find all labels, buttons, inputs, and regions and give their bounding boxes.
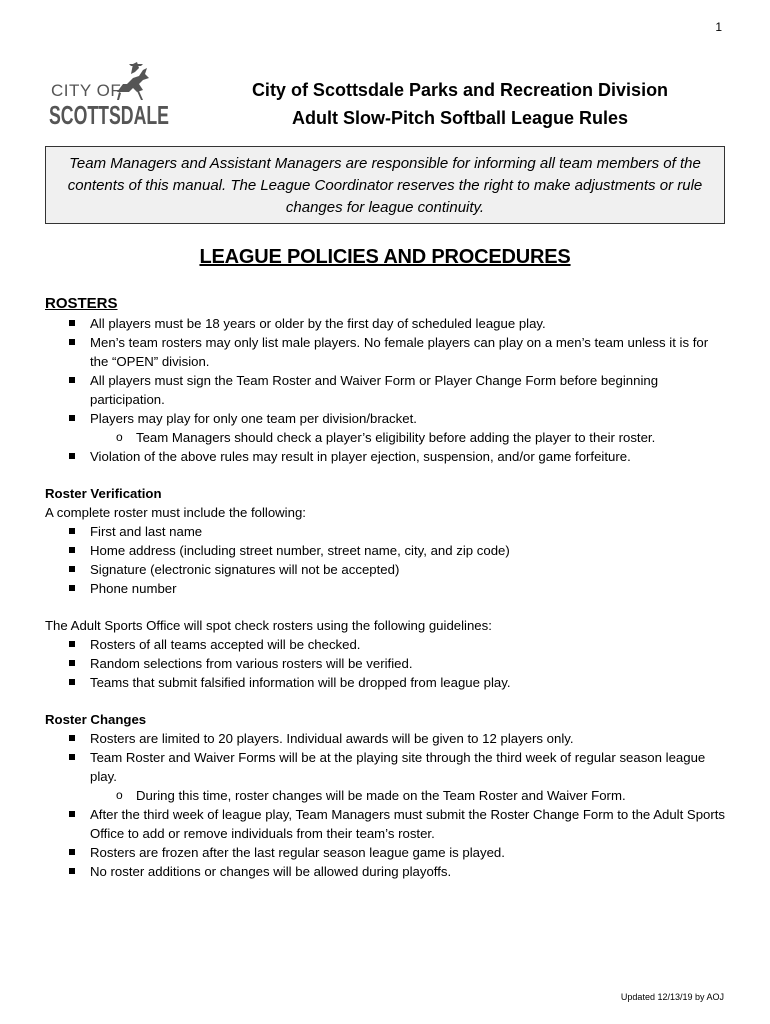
rosters-list bbox=[45, 314, 730, 466]
list-item bbox=[45, 409, 730, 447]
sub-list-item: o Team Managers should check a player’s eligibility before adding the player to their roster. bbox=[45, 428, 730, 447]
list-item: Men’s team rosters may only list male players. No female players can play on a men’s team unless it is for the “OPEN” division. bbox=[45, 333, 730, 371]
spot-check-list bbox=[45, 635, 730, 692]
list-item: Home address (including street number, street name, city, and zip code) bbox=[45, 541, 730, 560]
subsection-title-verification: Roster Verification bbox=[45, 486, 162, 501]
list-item: First and last name bbox=[45, 522, 730, 541]
page-number: 1 bbox=[715, 20, 722, 34]
list-item-text: Players may play for only one team per division/bracket. bbox=[90, 411, 417, 426]
list-item: All players must sign the Team Roster and Waiver Form or Player Change Form before beginning participation. bbox=[45, 371, 730, 409]
section-title-rosters: ROSTERS bbox=[45, 295, 118, 312]
list-item: Rosters are limited to 20 players. Individual awards will be given to 12 players only. bbox=[45, 729, 730, 748]
list-item: Random selections from various rosters will be verified. bbox=[45, 654, 730, 673]
list-item bbox=[45, 748, 730, 805]
subsection-title-changes: Roster Changes bbox=[45, 712, 147, 727]
list-item: After the third week of league play, Team Managers must submit the Roster Change Form to the Adult Sports Office to add or remove individuals from their team’s roster. bbox=[45, 805, 730, 843]
document-header bbox=[190, 76, 730, 132]
spot-check-intro: The Adult Sports Office will spot check rosters using the following guidelines: bbox=[45, 618, 492, 633]
list-item: Violation of the above rules may result in player ejection, suspension, and/or game forfeiture. bbox=[45, 447, 730, 466]
logo-line1: CITY OF bbox=[51, 81, 122, 100]
verification-intro: A complete roster must include the following: bbox=[45, 505, 306, 520]
header-title-line1: City of Scottsdale Parks and Recreation Division bbox=[251, 80, 669, 100]
footer-updated: Updated 12/13/19 by AOJ bbox=[620, 992, 724, 1002]
city-logo bbox=[47, 60, 172, 128]
notice-box: Team Managers and Assistant Managers are responsible for informing all team members of the contents of this manual. The League Coordinator reserves the right to make adjustments or rule changes for league continuity. bbox=[45, 146, 725, 224]
list-item: Rosters of all teams accepted will be checked. bbox=[45, 635, 730, 654]
list-item: All players must be 18 years or older by the first day of scheduled league play. bbox=[45, 314, 730, 333]
list-item: Signature (electronic signatures will not be accepted) bbox=[45, 560, 730, 579]
sub-list bbox=[90, 428, 730, 447]
list-item: No roster additions or changes will be allowed during playoffs. bbox=[45, 862, 730, 881]
verification-list bbox=[45, 522, 730, 598]
horse-rider-icon bbox=[117, 62, 149, 100]
logo-line2: SCOTTSDALE bbox=[49, 100, 169, 130]
changes-list bbox=[45, 729, 730, 881]
list-item: Teams that submit falsified information will be dropped from league play. bbox=[45, 673, 730, 692]
list-item-text: Team Roster and Waiver Forms will be at the playing site through the third week of regular season league play. bbox=[90, 750, 706, 784]
main-heading: LEAGUE POLICIES AND PROCEDURES bbox=[199, 246, 571, 268]
header-title-line2: Adult Slow-Pitch Softball League Rules bbox=[291, 108, 629, 128]
sub-list bbox=[90, 786, 730, 805]
document-body bbox=[45, 294, 730, 881]
list-item: Phone number bbox=[45, 579, 730, 598]
list-item: Rosters are frozen after the last regular season league game is played. bbox=[45, 843, 730, 862]
sub-list-item: o During this time, roster changes will be made on the Team Roster and Waiver Form. bbox=[45, 786, 730, 805]
